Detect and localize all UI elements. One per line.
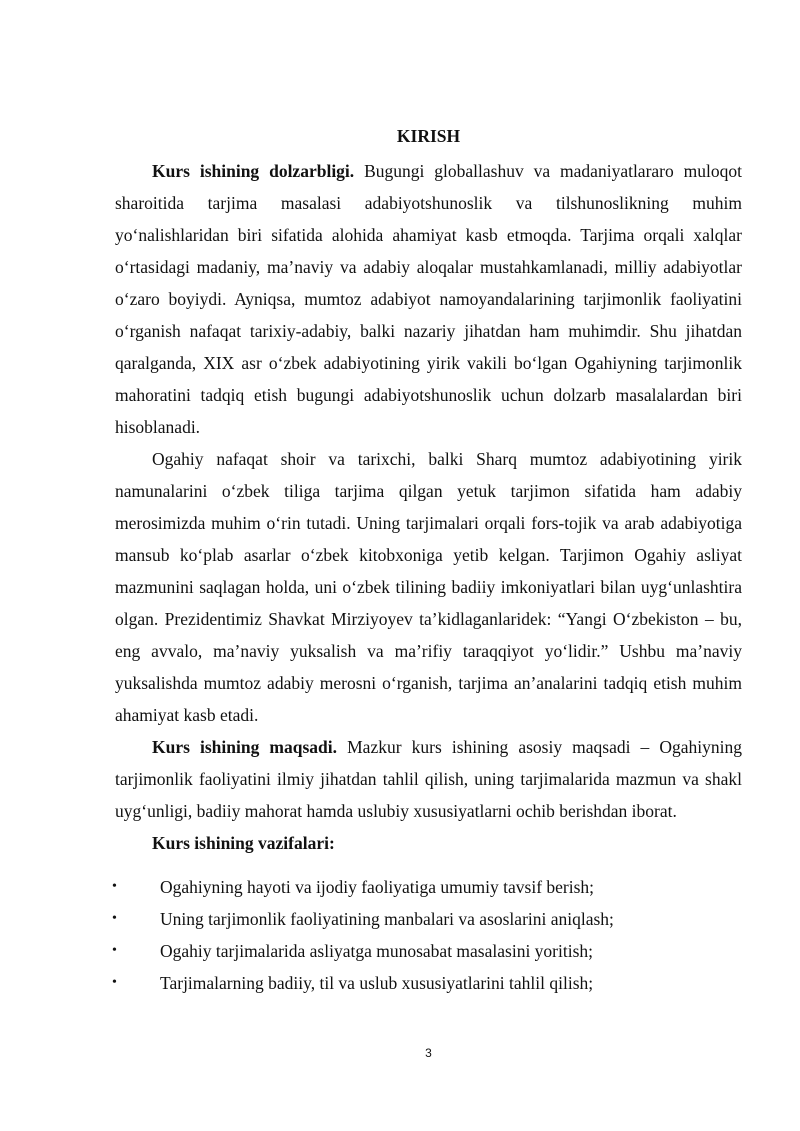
list-item xyxy=(112,967,742,999)
page-number: 3 xyxy=(425,1046,432,1060)
bullet-icon: • xyxy=(112,879,117,894)
list-item xyxy=(112,903,742,935)
paragraph-text: Ogahiy nafaqat shoir va tarixchi, balki Sharq mumtoz adabiyotining yirik namunalarini o‘zbek tiliga tarjima qilgan yetuk tarjimon sifatida ham adabiy merosimizda muhim o‘rin tutadi. Uning tarjimalari orqali fors-tojik va arab adabiyotiga mansub ko‘plab asarlar o‘zbek kitobxoniga yetib kelgan. Tarjimon Ogahiy asliyat mazmunini saqlagan holda, uni o‘zbek tilining badiiy imkoniyatlari bilan uyg‘unlashtira olgan. Prezidentimiz Shavkat Mirziyoyev ta’kidlaganlaridek: “Yangi O‘zbekiston – bu, eng avvalo, ma’naviy yuksalish va ma’rifiy taraqqiyot yo‘lidir.” Ushbu ma’naviy yuksalishda mumtoz adabiy merosni o‘rganish, tarjima an’analarini tadqiq etish muhim ahamiyat kasb etadi. xyxy=(115,449,742,725)
paragraph-text: Mazkur kurs ishining asosiy maqsadi – Ogahiyning tarjimonlik faoliyatini ilmiy jihatdan tahlil qilish, uning tarjimalarida mazmun va shakl uyg‘unligi, badiiy mahorat hamda uslubiy xususiyatlarni ochib berishdan iborat. xyxy=(115,737,743,821)
bullet-icon: • xyxy=(112,975,117,990)
bullet-icon: • xyxy=(112,943,117,958)
bullet-icon: • xyxy=(112,911,117,926)
list-item-text: Uning tarjimonlik faoliyatining manbalari va asoslarini aniqlash; xyxy=(160,909,614,929)
list-item-text: Tarjimalarning badiiy, til va uslub xususiyatlarini tahlil qilish; xyxy=(160,973,594,993)
paragraph-ogahiy xyxy=(115,443,742,731)
tasks-heading: Kurs ishining vazifalari: xyxy=(152,833,335,853)
list-item xyxy=(112,871,742,903)
paragraph-text: Bugungi globallashuv va madaniyatlararo muloqot sharoitida tarjima masalasi adabiyotshunoslik va tilshunoslikning muhim yo‘nalishlaridan biri sifatida alohida ahamiyat kasb etmoqda. Tarjima orqali xalqlar o‘rtasidagi madaniy, ma’naviy va adabiy aloqalar mustahkamlanadi, milliy adabiyotlar o‘zaro boyiydi. Ayniqsa, mumtoz adabiyot namoyandalarining tarjimonlik faoliyatini o‘rganish nafaqat tarixiy-adabiy, balki nazariy jihatdan ham muhimdir. Shu jihatdan qaralganda, XIX asr o‘zbek adabiyotining yirik vakili bo‘lgan Ogahiyning tarjimonlik mahoratini tadqiq etish bugungi adabiyotshunoslik uchun dolzarb masalalardan biri hisoblanadi. xyxy=(115,161,742,437)
paragraph-lead: Kurs ishining maqsadi. xyxy=(152,737,338,757)
tasks-list xyxy=(112,871,742,999)
list-item xyxy=(112,935,742,967)
list-item-text: Ogahiyning hayoti va ijodiy faoliyatiga umumiy tavsif berish; xyxy=(160,877,595,897)
section-title: KIRISH xyxy=(396,126,461,146)
paragraph-relevance xyxy=(115,155,742,443)
paragraph-lead: Kurs ishining dolzarbligi. xyxy=(152,161,355,181)
body-text xyxy=(112,155,743,999)
paragraph-goal xyxy=(115,731,742,827)
list-item-text: Ogahiy tarjimalarida asliyatga munosabat masalasini yoritish; xyxy=(160,941,594,961)
